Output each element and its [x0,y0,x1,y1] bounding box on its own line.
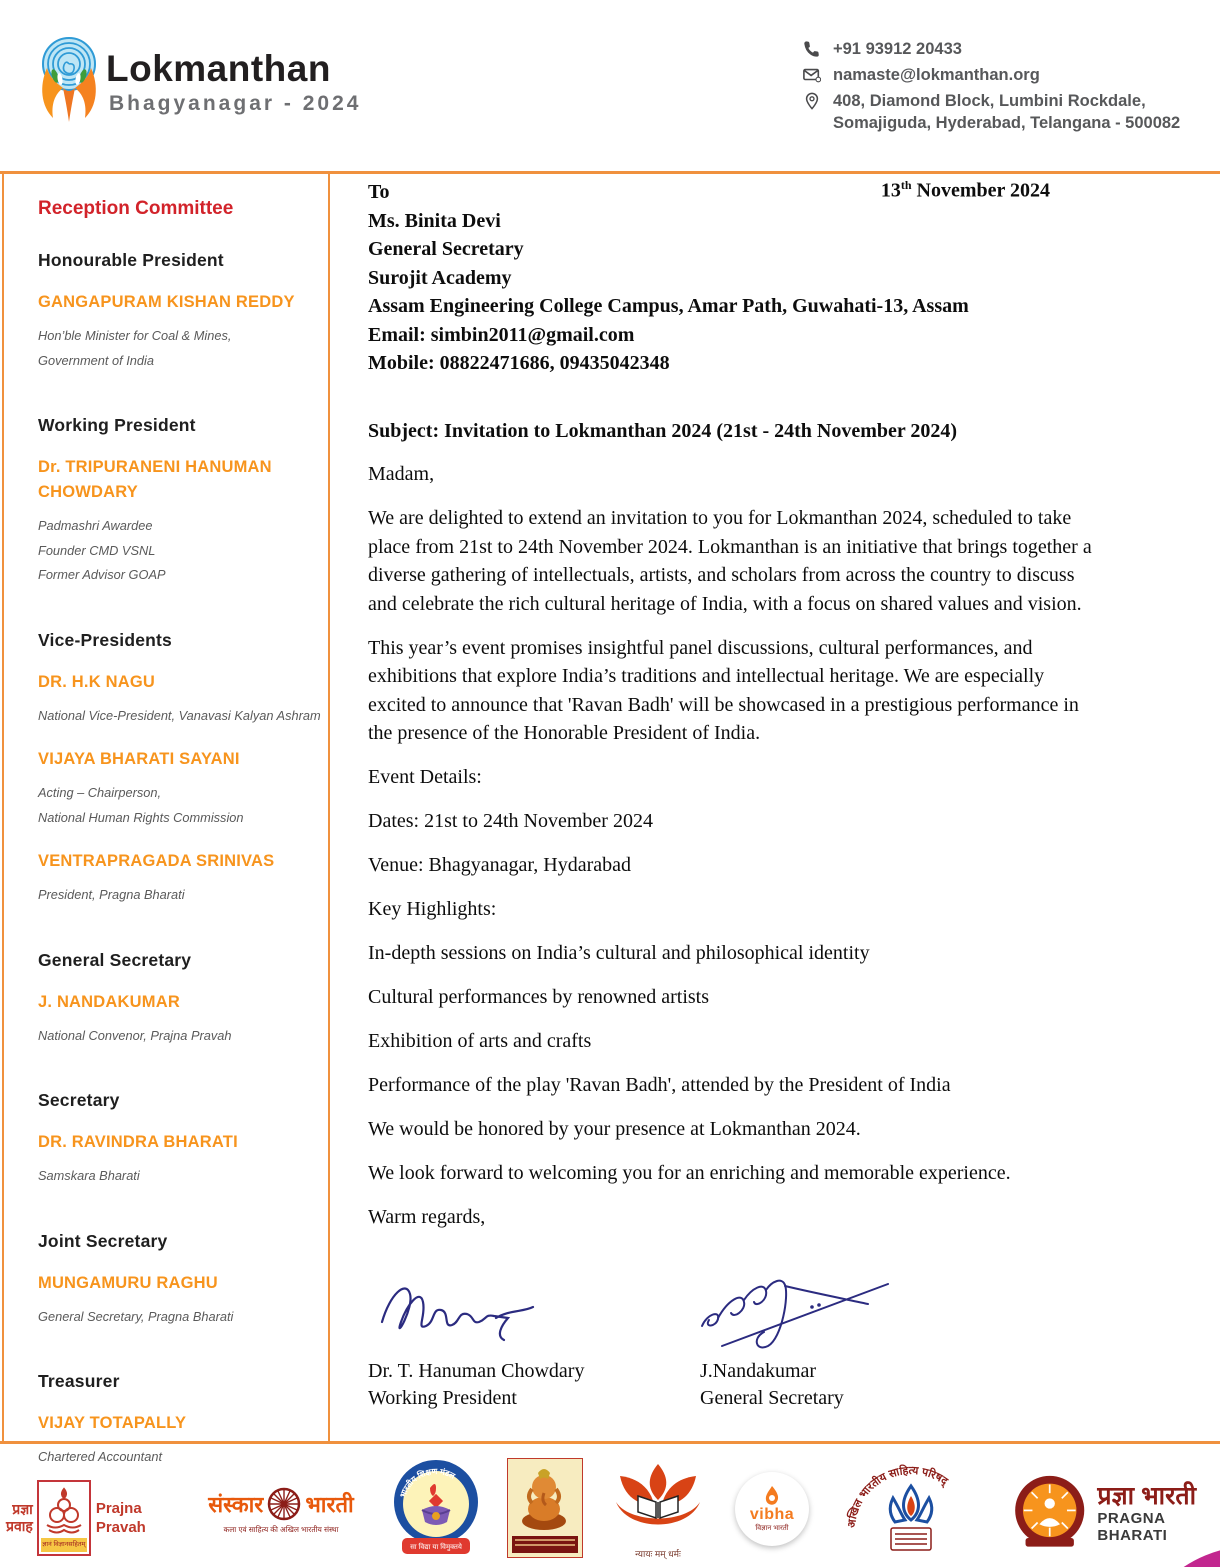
member-desc-line: President, Pragna Bharati [38,887,185,902]
role-heading: Joint Secretary [38,1230,168,1251]
subject-line: Subject: Invitation to Lokmanthan 2024 (21st - 24th November 2024) [368,419,958,442]
paragraph: Madam, [368,463,435,485]
sanskar-bharati-wordmark [186,1486,376,1522]
member-desc-line: Government of India [38,352,154,368]
contact-address-line2: Somajiguda, Hyderabad, Telangana - 500082 [833,114,1181,132]
role-heading: Treasurer [38,1371,120,1391]
member-desc [38,883,328,908]
shikshan-mandal-banner: सा विद्या या विमुक्तये [410,1544,462,1551]
recipient-block [368,207,1100,378]
member-desc [38,781,328,830]
letter-date [881,178,1100,207]
letter-body [368,178,1100,1412]
contact-block [803,38,1203,138]
date-rest: November 2024 [911,179,1050,202]
contact-phone-row [803,38,1203,60]
member-desc [38,1164,328,1189]
prajna-pravah-lat-line1: Prajna [95,1500,142,1517]
member-desc-line: National Vice-President, Vanavasi Kalyan Ashram [38,707,321,723]
date-day: 13 [880,179,901,202]
paragraph: This year’s event promises insightful panel discussions, cultural performances, and exhibitions that explore India’s traditions and intellectual heritage. We are especially excited to announce that 'Ravan Badh' will be showcased in a prestigious performance in the presence of the Honorable President of India. [368,636,1079,744]
role-heading: General Secretary [38,949,192,970]
lotus-book-motto: न्यायः मम् धर्मः [635,1549,681,1559]
recipient-line: Assam Engineering College Campus, Amar Path, Guwahati-13, Assam [368,295,969,317]
prajna-pravah-dev-line1: प्रज्ञा [12,1501,33,1517]
pragna-bharati-devanagari: प्रज्ञा भारती [1097,1482,1197,1510]
contact-email: namaste@lokmanthan.org [833,66,1040,84]
sanskar-word: संस्कार [208,1492,264,1517]
member-name: MUNGAMURU RAGHU [38,1273,218,1292]
recipient-line: Ms. Binita Devi [368,209,501,232]
date-suffix: th [900,178,912,192]
member-desc [38,1305,328,1330]
pragna-bharati-latin: PRAGNA BHARATI [1097,1510,1168,1544]
member-desc-line: Acting – Chairperson, [38,785,162,800]
member-desc-line: Samskara Bharati [38,1168,140,1183]
role-heading: Working President [38,415,196,435]
signatory-title: Working President [368,1386,517,1409]
vibha-subtext: विज्ञान भारती [755,1525,789,1532]
paragraph: We are delighted to extend an invitation to you for Lokmanthan 2024, scheduled to take place from 21st to 24th November 2024. Lokmanthan is an initiative that brings together a diverse gathering of intellectuals, artists, and scholars from across the country to discuss and celebrate the rich cultural heritage of India, with a focus on shared values and vision. [368,507,1092,615]
recipient-line: Email: simbin2011@gmail.com [368,323,635,346]
paragraph: Event Details: [368,766,482,788]
logo-pragna-bharati [1010,1468,1220,1558]
signature-row [368,1272,1100,1412]
deity-figure [508,1459,581,1537]
signatory-name: J.Nandakumar [700,1359,817,1382]
member-name: DR. H.K NAGU [38,672,155,691]
prajna-pravah-emblem [37,1480,91,1556]
pragna-bharati-emblem [1010,1468,1089,1558]
member-desc-line: Founder CMD VSNL [38,542,156,558]
chakra-wheel-icon [266,1486,302,1522]
member-desc [38,324,328,373]
sidebar-title: Reception Committee [38,198,234,219]
contact-email-row [803,64,1203,86]
signatory-title: General Secretary [700,1386,844,1409]
member-name: VENTRAPRAGADA SRINIVAS [38,852,275,870]
svg-text:अखिल भारतीय साहित्य परिषद् [845,1463,951,1529]
reception-committee-sidebar [2,174,330,1464]
signatory-name: Dr. T. Hanuman Chowdary [368,1359,585,1382]
recipient-line: Surojit Academy [368,266,512,289]
lotus-book-emblem [610,1462,706,1540]
member-desc [38,514,328,588]
logo-deity-emblem [507,1458,583,1558]
signature-block-working-president [368,1272,680,1412]
member-name: DR. RAVINDRA BHARATI [38,1133,238,1151]
prajna-pravah-devanagari [6,1501,33,1535]
sanskar-bharati-tagline: कला एवं साहित्य की अखिल भारतीय संस्था [223,1525,339,1534]
vibha-flame-icon [763,1485,781,1507]
member-desc-line: Chartered Accountant [38,1449,163,1464]
org-name: Lokmanthan [106,48,331,89]
member-desc-line: Former Advisor GOAP [38,567,166,582]
sahitya-parishad-arch-text: अखिल भारतीय साहित्य परिषद् [845,1464,950,1529]
member-name: VIJAY TOTAPALLY [38,1414,187,1432]
member-desc [38,704,328,729]
bottom-divider [0,1441,1220,1444]
member-desc-line: Padmashri Awardee [38,518,153,533]
prajna-pravah-lat-line2: Pravah [95,1519,146,1536]
member-desc [38,1024,328,1049]
member-name: VIJAYA BHARATI SAYANI [38,750,240,768]
contact-address-line1: 408, Diamond Block, Lumbini Rockdale, [833,92,1146,110]
contact-address [833,90,1180,134]
phone-icon [803,40,821,58]
contact-phone: +91 93912 20433 [833,40,962,58]
prajna-pravah-motto: ज्ञानं विज्ञानसहितम् [41,1538,87,1552]
role-heading: Secretary [38,1090,120,1110]
member-desc-line: National Human Rights Commission [38,809,244,825]
paragraph: Key Highlights: [368,898,497,920]
signature-image-chowdary [368,1272,680,1358]
role-heading: Vice-Presidents [38,629,172,650]
logo-sanskar-bharati [186,1486,376,1535]
vibha-wordmark: vibha [749,1506,795,1523]
paragraph: We look forward to welcoming you for an enriching and memorable experience. [368,1162,1011,1184]
paragraph: Exhibition of arts and crafts [368,1030,592,1052]
org-subtitle: Bhagyanagar - 2024 [109,92,362,115]
member-desc-line: National Convenor, Prajna Pravah [38,1027,232,1043]
bharati-word: भारती [305,1492,354,1517]
prajna-pravah-latin [96,1499,146,1537]
logo-vibha [735,1472,809,1546]
member-desc-line: General Secretary, Pragna Bharati [38,1308,234,1324]
email-icon [803,66,821,84]
paragraph: Venue: Bhagyanagar, Hydarabad [368,854,631,876]
paragraph: Warm regards, [368,1206,486,1228]
recipient-line: To [368,181,390,203]
shikshan-mandal-arch-text: भारतीय शिक्षण मंडल [398,1466,457,1499]
paragraph: In-depth sessions on India’s cultural and philosophical identity [368,942,870,964]
member-name: J. NANDAKUMAR [38,992,180,1011]
recipient-line: Mobile: 08822471686, 09435042348 [368,352,670,374]
member-desc [38,1445,328,1470]
logo-bharatiya-shikshan-mandal [392,1458,480,1565]
member-desc-line: Hon’ble Minister for Coal & Mines, [38,328,232,343]
paragraph: Cultural performances by renowned artists [368,986,710,1008]
member-name: GANGAPURAM KISHAN REDDY [38,293,295,311]
signature-block-general-secretary [680,1272,992,1412]
logo-sahitya-parishad [843,1456,979,1563]
logo-prajna-pravah [6,1480,146,1556]
contact-address-row [803,90,1203,134]
paragraph: Performance of the play 'Ravan Badh', attended by the President of India [368,1074,951,1096]
location-pin-icon [803,92,821,110]
dateline [368,178,1100,207]
paragraph: Dates: 21st to 24th November 2024 [368,810,653,832]
member-name: Dr. TRIPURANENI HANUMAN CHOWDARY [38,458,272,501]
recipient-line: General Secretary [368,238,524,260]
logo-lotus-book [608,1462,708,1560]
role-heading: Honourable President [38,250,224,270]
deity-banner [512,1536,578,1553]
signature-image-nandakumar [690,1272,992,1358]
paragraph: We would be honored by your presence at Lokmanthan 2024. [368,1118,861,1140]
prajna-pravah-dev-line2: प्रवाह [6,1518,33,1534]
lokmanthan-logo-icon [33,34,105,124]
